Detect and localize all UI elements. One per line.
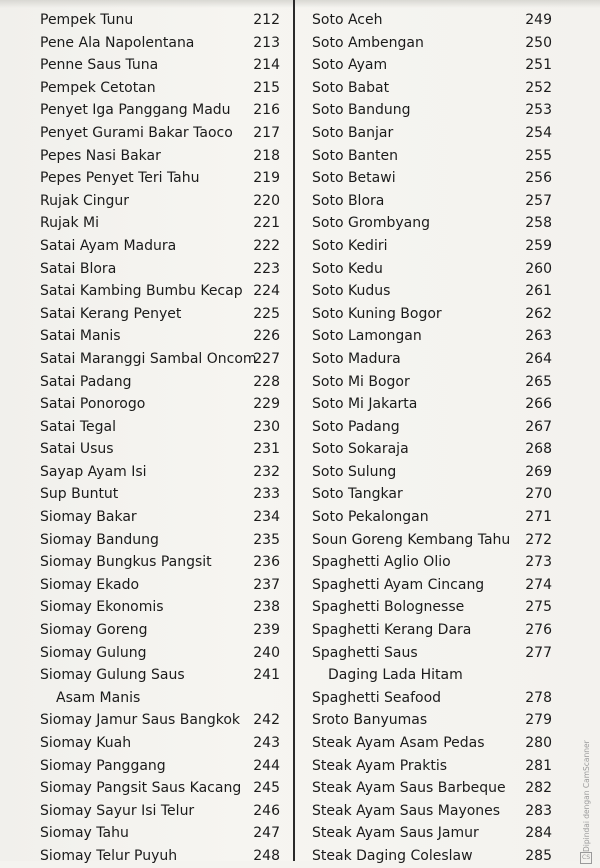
index-entry xyxy=(312,303,552,326)
index-entry xyxy=(312,483,552,506)
index-entry xyxy=(312,235,552,258)
entry-title: Steak Ayam Saus Jamur xyxy=(312,825,479,842)
entry-page-number: 251 xyxy=(525,57,552,74)
entry-title: Satai Kambing Bumbu Kecap xyxy=(40,283,243,300)
entry-page-number: 272 xyxy=(525,531,552,548)
index-entry xyxy=(312,54,552,77)
entry-title: Soto Aceh xyxy=(312,12,383,28)
entry-page-number: 229 xyxy=(253,396,280,413)
entry-title: Soto Ayam xyxy=(312,57,388,74)
entry-page-number: 273 xyxy=(525,554,552,571)
entry-page-number: 217 xyxy=(253,124,280,141)
entry-page-number: 234 xyxy=(253,509,280,526)
entry-title: Soto Pekalongan xyxy=(312,509,429,526)
index-entry xyxy=(312,438,552,461)
entry-page-number: 237 xyxy=(253,576,280,593)
index-entry xyxy=(40,596,280,619)
entry-page-number: 255 xyxy=(525,147,552,164)
index-entry xyxy=(40,99,280,122)
index-entry xyxy=(312,461,552,484)
camscanner-logo: CS xyxy=(580,852,592,864)
index-entry xyxy=(312,77,552,100)
entry-page-number: 238 xyxy=(253,599,280,616)
entry-page-number: 215 xyxy=(253,79,280,96)
index-entry xyxy=(312,822,552,845)
entry-page-number: 258 xyxy=(525,215,552,232)
index-entry xyxy=(312,416,552,439)
index-entry xyxy=(312,755,552,778)
entry-title: Pene Ala Napolentana xyxy=(40,34,195,51)
index-entry xyxy=(40,551,280,574)
entry-title: Pepes Penyet Teri Tahu xyxy=(40,170,200,187)
index-entry xyxy=(40,777,280,800)
index-entry-continuation xyxy=(40,687,280,710)
index-entry xyxy=(312,732,552,755)
index-entry xyxy=(312,32,552,55)
entry-page-number: 248 xyxy=(253,847,280,864)
entry-page-number: 223 xyxy=(253,260,280,277)
entry-title: Satai Manis xyxy=(40,328,121,345)
index-entry xyxy=(40,122,280,145)
entry-page-number: 269 xyxy=(525,463,552,480)
entry-title: Soto Sulung xyxy=(312,463,397,480)
entry-page-number: 236 xyxy=(253,554,280,571)
index-entry xyxy=(40,77,280,100)
entry-page-number: 239 xyxy=(253,622,280,639)
index-column-right xyxy=(312,9,552,868)
entry-title: Soto Kuning Bogor xyxy=(312,305,442,322)
entry-title: Asam Manis xyxy=(56,689,141,706)
entry-title: Satai Padang xyxy=(40,373,132,390)
entry-page-number: 235 xyxy=(253,531,280,548)
index-entry xyxy=(40,642,280,665)
entry-title: Rujak Cingur xyxy=(40,192,130,209)
entry-page-number: 216 xyxy=(253,102,280,119)
index-entry xyxy=(40,371,280,394)
entry-title: Soto Sokaraja xyxy=(312,441,409,458)
entry-title: Siomay Goreng xyxy=(40,622,148,639)
entry-title: Soto Madura xyxy=(312,350,401,367)
entry-page-number: 253 xyxy=(525,102,552,119)
index-entry xyxy=(312,709,552,732)
entry-page-number: 252 xyxy=(525,79,552,96)
entry-page-number: 265 xyxy=(525,373,552,390)
entry-title: Satai Ponorogo xyxy=(40,396,146,413)
entry-page-number: 244 xyxy=(253,757,280,774)
index-entry xyxy=(40,483,280,506)
entry-title: Siomay Kuah xyxy=(40,735,132,751)
index-entry xyxy=(40,416,280,439)
entry-title: Spaghetti Seafood xyxy=(312,689,442,706)
entry-page-number: 242 xyxy=(253,712,280,729)
entry-title: Sayap Ayam Isi xyxy=(40,463,147,480)
entry-title: Soto Grombyang xyxy=(312,215,430,232)
entry-title: Penyet Gurami Bakar Taoco xyxy=(40,124,233,141)
entry-title: Daging Lada Hitam xyxy=(328,667,463,684)
index-entry xyxy=(40,348,280,371)
index-entry xyxy=(312,777,552,800)
entry-title: Siomay Bandung xyxy=(40,531,159,548)
index-entry xyxy=(312,348,552,371)
entry-page-number: 271 xyxy=(525,509,552,526)
entry-page-number: 262 xyxy=(525,305,552,322)
entry-title: Siomay Jamur Saus Bangkok xyxy=(40,712,241,729)
entry-page-number: 259 xyxy=(525,237,552,254)
index-entry-continuation xyxy=(312,664,552,687)
entry-title: Soto Padang xyxy=(312,418,400,435)
entry-page-number: 225 xyxy=(253,305,280,322)
index-entry xyxy=(312,371,552,394)
entry-page-number: 254 xyxy=(525,124,552,141)
index-entry xyxy=(40,619,280,642)
entry-title: Satai Ayam Madura xyxy=(40,237,177,254)
entry-title: Satai Tegal xyxy=(40,418,117,435)
entry-title: Siomay Sayur Isi Telur xyxy=(40,802,195,819)
entry-title: Pempek Tunu xyxy=(40,12,134,28)
index-entry xyxy=(312,642,552,665)
entry-title: Steak Ayam Saus Mayones xyxy=(312,802,501,819)
entry-page-number: 243 xyxy=(253,735,280,751)
entry-page-number: 266 xyxy=(525,396,552,413)
entry-page-number: 224 xyxy=(253,283,280,300)
index-column-left xyxy=(40,9,280,868)
entry-title: Soto Ambengan xyxy=(312,34,424,51)
entry-title: Siomay Ekonomis xyxy=(40,599,164,616)
entry-title: Siomay Pangsit Saus Kacang xyxy=(40,780,242,797)
entry-title: Siomay Ekado xyxy=(40,576,140,593)
scanner-watermark-text: Dipindai dengan CamScanner xyxy=(582,740,591,852)
entry-page-number: 220 xyxy=(253,192,280,209)
entry-title: Siomay Bakar xyxy=(40,509,137,526)
entry-title: Spaghetti Aglio Olio xyxy=(312,554,451,571)
entry-title: Steak Daging Coleslaw xyxy=(312,847,473,864)
entry-page-number: 241 xyxy=(253,667,280,684)
column-divider xyxy=(293,0,295,861)
index-entry xyxy=(40,732,280,755)
index-entry xyxy=(40,529,280,552)
entry-page-number: 283 xyxy=(525,802,552,819)
entry-title: Siomay Bungkus Pangsit xyxy=(40,554,212,571)
index-entry xyxy=(40,822,280,845)
index-entry xyxy=(40,190,280,213)
entry-title: Soto Banjar xyxy=(312,124,394,141)
entry-page-number: 249 xyxy=(525,12,552,28)
entry-title: Spaghetti Saus xyxy=(312,644,418,661)
index-entry xyxy=(312,800,552,823)
entry-page-number: 267 xyxy=(525,418,552,435)
index-entry xyxy=(312,9,552,32)
entry-title: Soto Kudus xyxy=(312,283,391,300)
index-entry xyxy=(312,574,552,597)
entry-page-number: 218 xyxy=(253,147,280,164)
entry-title: Soto Tangkar xyxy=(312,486,403,503)
scanner-watermark xyxy=(578,722,592,861)
entry-page-number: 282 xyxy=(525,780,552,797)
entry-page-number: 212 xyxy=(253,12,280,28)
entry-page-number: 257 xyxy=(525,192,552,209)
entry-page-number: 228 xyxy=(253,373,280,390)
index-entry xyxy=(40,9,280,32)
entry-page-number: 245 xyxy=(253,780,280,797)
entry-page-number: 240 xyxy=(253,644,280,661)
entry-title: Soto Kediri xyxy=(312,237,388,254)
entry-page-number: 263 xyxy=(525,328,552,345)
entry-title: Soun Goreng Kembang Tahu xyxy=(312,531,511,548)
entry-page-number: 233 xyxy=(253,486,280,503)
entry-title: Siomay Gulung Saus xyxy=(40,667,185,684)
index-entry xyxy=(40,212,280,235)
entry-page-number: 246 xyxy=(253,802,280,819)
entry-page-number: 231 xyxy=(253,441,280,458)
index-entry xyxy=(40,145,280,168)
entry-title: Sroto Banyumas xyxy=(312,712,428,729)
entry-page-number: 276 xyxy=(525,622,552,639)
index-entry xyxy=(312,280,552,303)
entry-page-number: 250 xyxy=(525,34,552,51)
index-entry xyxy=(312,167,552,190)
entry-title: Steak Ayam Asam Pedas xyxy=(312,735,485,751)
entry-page-number: 230 xyxy=(253,418,280,435)
index-entry xyxy=(40,664,280,687)
entry-page-number: 256 xyxy=(525,170,552,187)
entry-title: Siomay Panggang xyxy=(40,757,166,774)
entry-page-number: 274 xyxy=(525,576,552,593)
index-entry xyxy=(312,258,552,281)
entry-title: Steak Ayam Saus Barbeque xyxy=(312,780,506,797)
entry-page-number: 219 xyxy=(253,170,280,187)
entry-title: Soto Kedu xyxy=(312,260,383,277)
entry-page-number: 284 xyxy=(525,825,552,842)
index-entry xyxy=(40,54,280,77)
index-entry xyxy=(40,506,280,529)
index-entry xyxy=(40,280,280,303)
index-entry xyxy=(312,506,552,529)
entry-page-number: 227 xyxy=(253,350,280,367)
index-entry xyxy=(40,800,280,823)
entry-title: Steak Ayam Praktis xyxy=(312,757,448,774)
index-entry xyxy=(40,235,280,258)
entry-title: Soto Blora xyxy=(312,192,385,209)
entry-title: Pempek Cetotan xyxy=(40,79,156,96)
entry-page-number: 275 xyxy=(525,599,552,616)
index-entry xyxy=(40,574,280,597)
entry-page-number: 281 xyxy=(525,757,552,774)
entry-title: Soto Lamongan xyxy=(312,328,422,345)
index-entry xyxy=(312,529,552,552)
entry-title: Soto Banten xyxy=(312,147,398,164)
entry-title: Siomay Tahu xyxy=(40,825,129,842)
entry-title: Soto Betawi xyxy=(312,170,396,187)
entry-page-number: 270 xyxy=(525,486,552,503)
entry-title: Rujak Mi xyxy=(40,215,99,232)
index-entry xyxy=(312,122,552,145)
entry-title: Siomay Telur Puyuh xyxy=(40,847,178,864)
entry-page-number: 277 xyxy=(525,644,552,661)
entry-title: Siomay Gulung xyxy=(40,644,147,661)
index-entry xyxy=(312,845,552,868)
entry-title: Soto Babat xyxy=(312,79,390,96)
entry-title: Soto Mi Jakarta xyxy=(312,396,418,413)
index-entry xyxy=(312,145,552,168)
entry-page-number: 268 xyxy=(525,441,552,458)
page-top-shadow xyxy=(0,0,600,8)
entry-page-number: 222 xyxy=(253,237,280,254)
entry-title: Soto Mi Bogor xyxy=(312,373,410,390)
index-entry xyxy=(40,755,280,778)
entry-page-number: 247 xyxy=(253,825,280,842)
entry-title: Satai Usus xyxy=(40,441,114,458)
index-entry xyxy=(312,687,552,710)
index-entry xyxy=(312,596,552,619)
index-entry xyxy=(312,190,552,213)
index-entry xyxy=(312,619,552,642)
entry-title: Spaghetti Kerang Dara xyxy=(312,622,472,639)
index-entry xyxy=(312,99,552,122)
index-entry xyxy=(40,167,280,190)
index-entry xyxy=(40,438,280,461)
index-entry xyxy=(40,709,280,732)
index-entry xyxy=(312,325,552,348)
entry-title: Satai Kerang Penyet xyxy=(40,305,182,322)
entry-title: Satai Blora xyxy=(40,260,117,277)
entry-page-number: 264 xyxy=(525,350,552,367)
entry-title: Spaghetti Ayam Cincang xyxy=(312,576,485,593)
entry-title: Pepes Nasi Bakar xyxy=(40,147,161,164)
entry-page-number: 278 xyxy=(525,689,552,706)
index-entry xyxy=(312,212,552,235)
index-entry xyxy=(40,845,280,868)
index-entry xyxy=(312,393,552,416)
entry-page-number: 213 xyxy=(253,34,280,51)
entry-title: Penyet Iga Panggang Madu xyxy=(40,102,231,119)
entry-page-number: 280 xyxy=(525,735,552,751)
index-entry xyxy=(40,325,280,348)
entry-page-number: 279 xyxy=(525,712,552,729)
entry-page-number: 214 xyxy=(253,57,280,74)
entry-title: Satai Maranggi Sambal Oncom xyxy=(40,350,257,367)
entry-page-number: 261 xyxy=(525,283,552,300)
index-entry xyxy=(40,461,280,484)
index-entry xyxy=(40,303,280,326)
index-entry xyxy=(40,258,280,281)
entry-page-number: 221 xyxy=(253,215,280,232)
entry-page-number: 226 xyxy=(253,328,280,345)
entry-page-number: 260 xyxy=(525,260,552,277)
entry-page-number: 232 xyxy=(253,463,280,480)
entry-title: Penne Saus Tuna xyxy=(40,57,159,74)
entry-title: Soto Bandung xyxy=(312,102,411,119)
entry-page-number: 285 xyxy=(525,847,552,864)
entry-title: Sup Buntut xyxy=(40,486,119,503)
index-entry xyxy=(312,551,552,574)
index-entry xyxy=(40,32,280,55)
entry-title: Spaghetti Bolognesse xyxy=(312,599,465,616)
index-entry xyxy=(40,393,280,416)
